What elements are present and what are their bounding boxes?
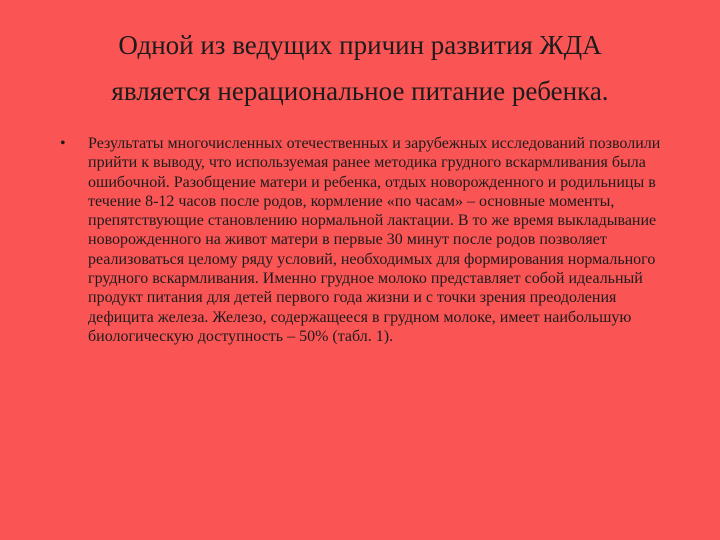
slide-title-line-2: является нерациональное питание ребенка. — [111, 76, 609, 106]
slide-title — [40, 22, 680, 114]
bullet-marker: • — [60, 135, 66, 152]
slide-title-line-1: Одной из ведущих причин развития ЖДА — [118, 30, 602, 60]
bullet-text: Результаты многочисленных отечественных и зарубежных исследований позволили прийти к выводу, что используемая ранее методика грудного вскармливания была ошибочной. Разобщение матери и ребенка, отдых новорожденного и родильницы в течение 8-12 часов после родов, кормление «по часам» – основные моменты, препятствующие становлению нормальной лактации. В то же время выкладывание новорожденного на живот матери в первые 30 минут после родов позволяет реализоваться целому ряду условий, необходимых для формирования нормального грудного вскармливания. Именно грудное молоко представляет собой идеальный продукт питания для детей первого года жизни и с точки зрения преодоления дефицита железа. Железо, содержащееся в грудном молоке, имеет наибольшую биологическую доступность – 50% (табл. 1). — [88, 135, 661, 345]
